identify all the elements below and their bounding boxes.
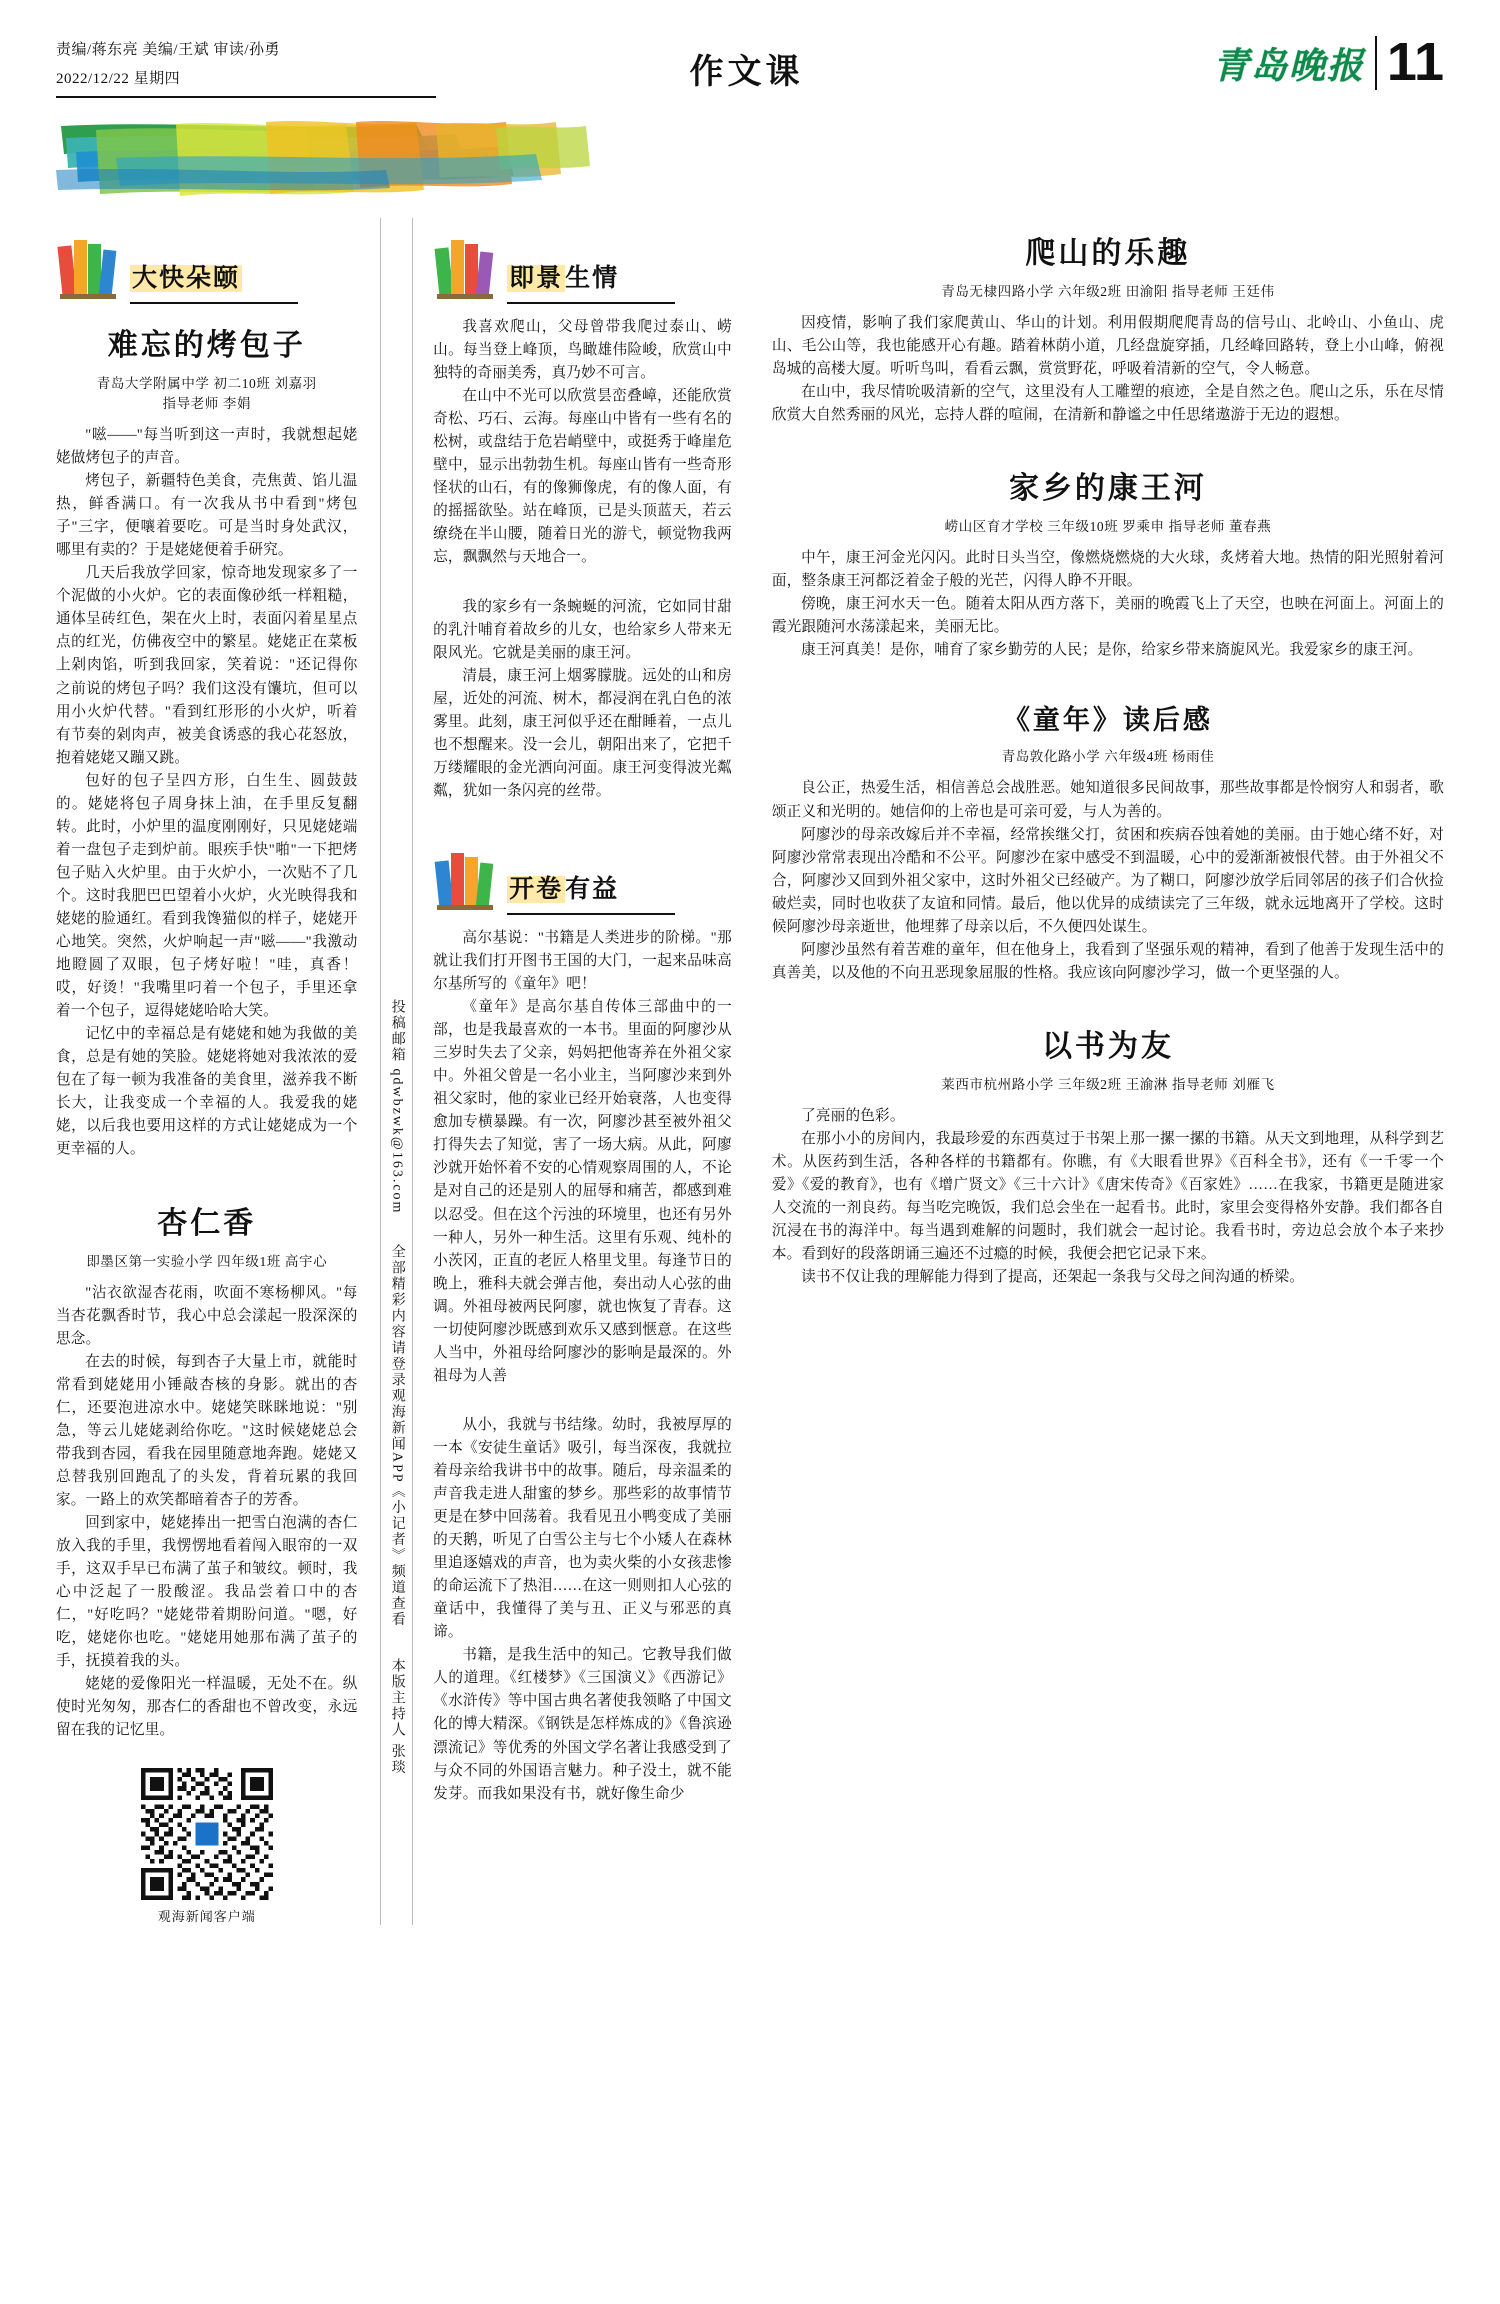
section-header-kaijuan [433,829,732,921]
article-byline: 莱西市杭州路小学 三年级2班 王渝淋 指导老师 刘雁飞 [941,1076,1275,1092]
article-kangwanghe-col-right [772,547,1444,662]
article-xingrenxiang [56,1198,358,1743]
section-underline [507,302,675,304]
books-icon [56,226,124,300]
masthead-credits [56,30,280,93]
section-header-dakuaiduoyi [56,218,358,310]
article-yishuweiyou-col-left [433,1414,732,1806]
paragraph: 我的家乡有一条蜿蜒的河流，它如同甘甜的乳汁哺育着故乡的儿女，也给家乡人带来无限风光。它就是美丽的康王河。 [433,598,732,661]
paragraph: 阿廖沙虽然有着苦难的童年，但在他身上，我看到了坚强乐观的精神，看到了他善于发现生活中的真善美，以及他的不向丑恶现象屈服的性格。我应该向阿廖沙学习，做一个更坚强的人。 [771,941,1445,981]
article-kaobaozi [56,320,358,1162]
qr-caption: 观海新闻客户端 [157,1909,256,1925]
paragraph: 中午，康王河金光闪闪。此时日头当空，像燃烧燃烧的大火球，炙烤着大地。热情的阳光照射着河面，整条康王河都泛着金子般的光芒，闪得人睁不开眼。 [771,550,1445,590]
article-pashan-col-left [433,316,732,570]
article-tongnian-col-right [772,777,1444,984]
article-title: 爬山的乐趣 [1025,237,1191,270]
paragraph: 傍晚，康王河水天一色。随着太阳从西方落下，美丽的晚霞飞上了天空，也映在河面上。河面上的霞光跟随河水荡漾起来，美丽无比。 [771,596,1445,636]
divider [1375,36,1377,90]
app-notice: 全部精彩内容请登录观海新闻APP《小记者》频道查看 [389,1244,405,1628]
article-byline: 青岛敦化路小学 六年级4班 杨雨佳 [1001,749,1215,765]
paragraph: "嗞——"每当听到这一声时，我就想起姥姥做烤包子的声音。 [56,427,358,467]
paragraph: 康王河真美！是你，哺育了家乡勤劳的人民；是你，给家乡带来旖旎风光。我爱家乡的康王河。 [801,642,1423,659]
section-underline [130,302,298,304]
article-kangwanghe-col-left [433,596,732,803]
paragraph: 回到家中，姥姥捧出一把雪白泡满的杏仁放入我的手里，我愣愣地看着闯入眼帘的一双手，这双手早已布满了茧子和皱纹。顿时，我心中泛起了一股酸涩。我品尝着口中的杏仁，"好吃吗？"姥姥带着期盼问道。"嗯，好吃，姥姥你也吃。"姥姥用她那布满了茧子的手，抚摸着我的头。 [56,1514,358,1670]
paragraph: 《童年》是高尔基自传体三部曲中的一部，也是我最喜欢的一本书。里面的阿廖沙从三岁时失去了父亲，妈妈把他寄养在外祖父家中。外祖父曾是一名小业主，当阿廖沙来到外祖父家时，他的家业已经开始衰落，人也变得愈加专横暴躁。有一次，阿廖沙甚至被外祖父打得失去了知觉，害了一场大病。从此，阿廖沙就开始怀着不安的心情观察周围的人，不论是对自己的还是别人的屈辱和痛苦，都感到难以忍受。但在这个污浊的环境里，也还有另外一种人，另外一种生活。这里有乐观、纯朴的小茨冈，正直的老匠人格里戈里。每逢节日的晚上，雅科夫就会弹吉他，奏出动人心弦的曲调。外祖母被两民阿廖，就也恢复了青春。这一切使阿廖沙既感到欢乐又感到惬意。在这些人当中，外祖母给阿廖沙的影响是最深的。外祖母为人善 [433,999,732,1384]
paragraph: 清晨，康王河上烟雾朦胧。远处的山和房屋，近处的河流、树木，都浸润在乳白色的浓雾里。此刻，康王河似乎还在酣睡着，一点儿也不想醒来。没一会儿，朝阳出来了，它把千万缕耀眼的金光洒向河面。康王河变得波光粼粼，犹如一条闪亮的丝带。 [433,667,732,799]
byline-line-1: 即墨区第一实验小学 四年级1班 高宇心 [86,1253,328,1269]
credits-line-2: 2022/12/22 星期四 [56,70,181,87]
section-title-jijing: 即景生情 [509,265,620,292]
paragraph: 因疫情，影响了我们家爬黄山、华山的计划。利用假期爬爬青岛的信号山、北岭山、小鱼山、虎山、毛公山等，我也能感开心有趣。踏着林荫小道，几经盘旋穿插，几经峰回路转，登上小山峰，俯视岛城的高楼大厦。听听鸟叫，看看云飘，赏赏野花，呼吸着清新的空气，令人畅意。 [771,315,1445,378]
article-yishuweiyou-col-right [772,1105,1444,1289]
article-byline: 青岛无棣四路小学 六年级2班 田渝阳 指导老师 王廷伟 [941,284,1275,299]
paragraph: 在那小小的房间内，我最珍爱的东西莫过于书架上那一摞一摞的书籍。从天文到地理，从科学到艺术。从医药到生活，各种各样的书籍都有。你瞧，有《大眼看世界》《百科全书》，还有《一千零一个爱》《爱的教育》，也有《增广贤文》《三十六计》《唐宋传奇》《百家姓》……在我家，书籍更是随进家人交流的一剂良药。每当吃完晚饭，我们总会坐在一起看书。此时，家里会变得格外安静。我们都各自沉浸在书的海洋中。每当遇到难解的问题时，我们就会一起讨论。我看书时，旁边总会放个本子来抄本。看到好的段落朗诵三遍还不过瘾的时候，我便会把它记录下来。 [771,1130,1445,1263]
article-title: 杏仁香 [157,1206,257,1240]
section-title-kaijuan: 开卷有益 [509,875,620,903]
paragraph: 在山中，我尽情吮吸清新的空气，这里没有人工雕塑的痕迹，全是自然之色。爬山之乐，乐在尽情欣赏大自然秀丽的风光，忘持人群的喧闹，在清新和静谧之中任思绪遨游于无边的遐想。 [771,384,1445,424]
byline-line-1: 青岛大学附属中学 初二10班 刘嘉羽 [96,376,317,391]
books-icon [433,226,501,300]
paragraph: "沾衣欲湿杏花雨，吹面不寒杨柳风。"每当杏花飘香时节，我心中总会漾起一股深深的思念。 [56,1284,358,1347]
article-byline: 崂山区育才学校 三年级10班 罗乘申 指导老师 董春燕 [944,519,1272,535]
paragraph: 几天后我放学回家，惊奇地发现家多了一个泥做的小火炉。它的表面像砂纸一样粗糙，通体呈砖红色，架在火上时，表面闪着星星点点的红光，仿佛夜空中的繁星。姥姥正在菜板上剁肉馅，听到我回家，笑着说："还记得你之前说的烤包子吗？我们这没有馕坑，但可以用小火炉代替。"看到红形形的小火炉，听着有节奏的剁肉声，被美食诱惑的我心花怒放，抱着姥姥又蹦又跳。 [56,565,358,766]
books-icon [433,837,501,911]
credits-line-1: 责编/蒋东亮 美编/王斌 审读/孙勇 [56,42,281,58]
page-content [56,218,1444,1925]
section-underline [507,913,675,915]
paragraph: 书籍，是我生活中的知己。它教导我们做人的道理。《红楼梦》《三国演义》《西游记》《水浒传》等中国古典名著使我领略了中国文化的博大精深。《钢铁是怎样炼成的》《鲁滨逊漂流记》等优秀的外国文学名著让我感受到了与众不同的外国语言魅力。种子没土，就不能发芽。而我如果没有书，就好像生命少 [433,1647,732,1802]
article-pashan [772,228,1444,427]
article-byline [56,1250,358,1270]
article-title: 家乡的康王河 [1008,472,1207,506]
qr-code[interactable] [141,1768,273,1900]
article-body [56,424,358,1162]
page-title: 作文课 [689,54,804,91]
column-middle [413,218,752,1925]
paragraph: 记忆中的幸福总是有姥姥和她为我做的美食，总是有她的笑脸。姥姥将她对我浓浓的爱包在了每一顿为我准备的美食里，滋养我不断长大，让我变成一个幸福的人。我爱我的姥姥，以后我也要用这样的方式让姥姥成为一个更幸福的人。 [56,1026,358,1158]
paragraph: 包好的包子呈四方形，白生生、圆鼓鼓的。姥姥将包子周身抹上油，在手里反复翻转。此时，小炉里的温度刚刚好，只见姥姥端着一盘包子走到炉前。眼疾手快"啪"一下把烤包子贴入火炉里。由于火炉小，一次贴不了几个。这时我肥巴巴望着小火炉，火光映得我和姥姥的脸通红。看到我馋猫似的样子，姥姥开心地笑。突然，火炉响起一声"嗞——"我激动地瞪圆了双眼，包子烤好啦！"哇，真香！哎，好烫！"我嘴里叼着一个包子，手里还拿着一个包子，逗得姥姥哈哈大笑。 [56,772,358,1020]
paragraph: 了亮丽的色彩。 [801,1107,905,1124]
article-kangwanghe [772,463,1444,662]
masthead-brand [1212,30,1444,93]
paragraph: 在山中不光可以欣赏昙峦叠嶂，还能欣赏奇松、巧石、云海。每座山中皆有一些有名的松树，或盘结于危岩峭壁中，或挺秀于峰崖危壁中，显示出勃勃生机。每座山皆有一些奇形怪状的山石，有的像狮像虎，有的像人面，有的摇摇欲坠。站在峰顶，已是头顶蓝天，若云缭绕在半山腰，随着日光的游弋，顿觉物我两忘，飘飘然与天地合一。 [433,388,732,566]
section-title-dakuaiduoyi: 大快朵颐 [132,265,241,292]
paragraph: 读书不仅让我的理解能力得到了提高，还架起一条我与父母之间沟通的桥梁。 [801,1269,1305,1286]
decorative-banner [56,118,1444,204]
page-number: 11 [1386,32,1444,93]
paragraph: 姥姥的爱像阳光一样温暖，无处不在。纵使时光匆匆，那杏仁的香甜也不曾改变，永远留在我的记忆里。 [56,1676,358,1739]
paragraph: 高尔基说："书籍是人类进步的阶梯。"那就让我们打开图书王国的大门，一起来品味高尔基所写的《童年》吧！ [433,929,732,993]
sidebar-vertical-notes [380,218,412,1925]
editor-host: 本版主持人 张琰 [389,1657,405,1776]
paragraph: 在去的时候，每到杏子大量上市，就能时常看到姥姥用小锤敲杏核的身影。就出的杏仁，还要泡进凉水中。姥姥笑眯眯地说："别急，等云儿姥姥剥给你吃。"这时候姥姥总会带我到杏园，看我在园里随意地奔跑。姥姥又总替我别回跑乱了的头发，背着玩累的我回家。一路上的欢笑都暗着杏子的芳香。 [56,1353,358,1508]
masthead-rule [56,96,436,98]
article-tongnian [772,698,1444,984]
article-yishuweiyou [772,1021,1444,1289]
article-byline [56,372,358,412]
section-header-jijing [433,218,732,310]
paper-name: 青岛晚报 [1212,45,1365,86]
paragraph: 良公正，热爱生活，相信善总会战胜恶。她知道很多民间故事，那些故事都是怜悯穷人和弱者，歌颂正义和光明的。她信仰的上帝也是可亲可爱，与人为善的。 [771,780,1445,820]
submission-email: 投稿邮箱 qdwbzwk@163.com [389,998,405,1215]
article-title: 《童年》读后感 [1002,705,1213,736]
qr-block [56,1768,358,1925]
paragraph: 从小，我就与书结缘。幼时，我被厚厚的一本《安徒生童话》吸引，每当深夜，我就拉着母亲给我讲书中的故事。随后，母亲温柔的声音我走进人甜蜜的梦乡。那些彩的故事情节更是在梦中回荡着。我看见丑小鸭变成了美丽的天鹅，听见了白雪公主与七个小矮人在森林里追逐嬉戏的声音，也为卖火柴的小女孩悲惨的命运流下了热泪……在这一则则扣人心弦的童话中，我懂得了美与丑、正义与邪恶的真谛。 [433,1416,732,1641]
article-title: 以书为友 [1041,1029,1174,1063]
column-right-block [752,218,1444,1925]
paragraph: 阿廖沙的母亲改嫁后并不幸福，经常挨继父打，贫困和疾病吞蚀着她的美丽。由于她心绪不好，对阿廖沙常常表现出冷酷和不公平。阿廖沙在家中感受不到温暖，心中的爱渐渐被恨代替。由于外祖父不合，阿廖沙又回到外祖父家中，这时外祖父已经破产。为了糊口，阿廖沙放学后同邻居的孩子们合伙捡破烂卖，同时也收获了友谊和同情。最后，他以优异的成绩读完了三年级，就永远地离开了学校。这时候阿廖沙母亲逝世，他埋葬了母亲以后，不久便四处谋生。 [771,826,1445,935]
byline-line-2: 指导老师 李娟 [162,396,252,411]
article-body [56,1282,358,1743]
paragraph: 烤包子，新疆特色美食，壳焦黄、馅儿温热，鲜香满口。有一次我从书中看到"烤包子"三字，便嚷着要吃。可是当时身处武汉，哪里有卖的？于是姥姥便着手研究。 [56,473,358,559]
article-pashan-col-right [772,312,1444,427]
column-left [56,218,380,1925]
article-title: 难忘的烤包子 [107,329,306,362]
banner-brush-strokes [56,118,896,204]
paragraph: 我喜欢爬山，父母曾带我爬过泰山、崂山。每当登上峰顶，鸟瞰雄伟险峻，欣赏山中独特的奇丽美秀，真乃妙不可言。 [433,319,732,382]
article-tongnian-col-left [433,927,732,1388]
